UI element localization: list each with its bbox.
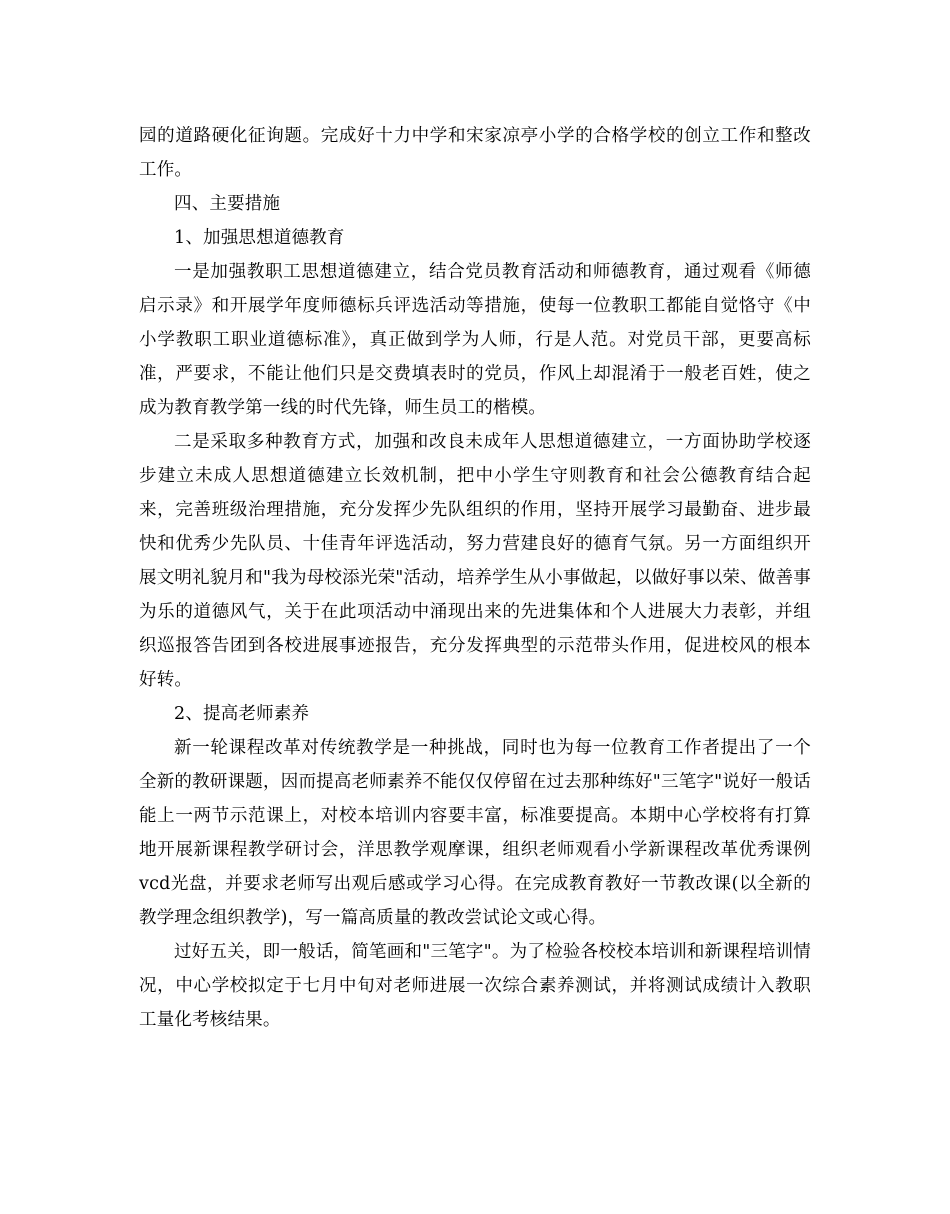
subheading-moral-education: 1、加强思想道德教育 [174,228,345,248]
document-body [139,119,811,1037]
paragraph-staff-ethics: 一是加强教职工思想道德建立，结合党员教育活动和师德教育，通过观看《师德启示录》和开展学年度师德标兵评选活动等措施，使每一位教职工都能自觉恪守《中小学教职工职业道德标准》，真正做到学为人师，行是人范。对党员干部，更要高标准，严要求，不能让他们只是交费填表时的党员，作风上却混淆于一般老百姓，使之成为教育教学第一线的时代先锋，师生员工的楷模。 [139,262,811,418]
paragraph-five-skills-test: 过好五关，即一般话，简笔画和"三笔字"。为了检验各校校本培训和新课程培训情况，中心学校拟定于七月中旬对老师进展一次综合素养测试，并将测试成绩计入教职工量化考核结果。 [139,942,811,1030]
paragraph-curriculum-reform: 新一轮课程改革对传统教学是一种挑战，同时也为每一位教育工作者提出了一个全新的教研课题，因而提高老师素养不能仅仅停留在过去那种练好"三笔字"说好一般话能上一两节示范课上，对校本培训内容要丰富，标准要提高。本期中心学校将有打算地开展新课程教学研讨会，洋思教学观摩课，组织老师观看小学新课程改革优秀课例vcd光盘，并要求老师写出观后感或学习心得。在完成教育教好一节教改课(以全新的教学理念组织教学)，写一篇高质量的教改尝试论文或心得。 [139,738,811,928]
section-heading-main-measures: 四、主要措施 [174,194,281,214]
paragraph-continuation: 园的道路硬化征询题。完成好十力中学和宋家凉亭小学的合格学校的创立工作和整改工作。 [139,126,811,180]
paragraph-student-moral-education: 二是采取多种教育方式，加强和改良未成年人思想道德建立，一方面协助学校逐步建立未成人思想道德建立长效机制，把中小学生守则教育和社会公德教育结合起来，完善班级治理措施，充分发挥少先队组织的作用，坚持开展学习最勤奋、进步最快和优秀少先队员、十佳青年评选活动，努力营建良好的德育气氛。另一方面组织开展文明礼貌月和"我为母校添光荣"活动，培养学生从小事做起，以做好事以荣、做善事为乐的道德风气，关于在此项活动中涌现出来的先进集体和个人进展大力表彰，并组织巡报答告团到各校进展事迹报告，充分发挥典型的示范带头作用，促进校风的根本好转。 [139,432,811,690]
subheading-teacher-quality: 2、提高老师素养 [174,704,310,724]
